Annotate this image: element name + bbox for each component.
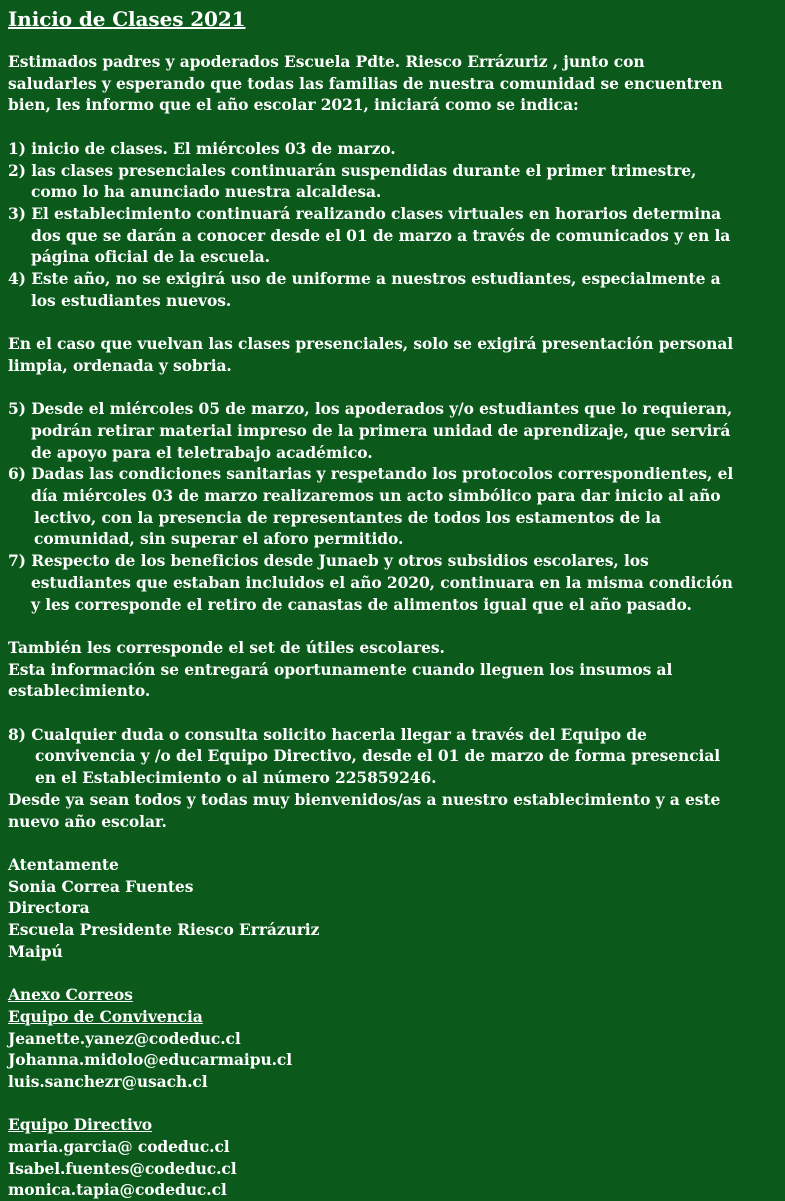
- text-line: Estimados padres y apoderados Escuela Pdte. Riesco Errázuriz , junto con: [8, 52, 645, 71]
- signature-name: Sonia Correa Fuentes: [8, 876, 194, 896]
- list-item-6: 6) Dadas las condiciones sanitarias y respetando los protocolos correspondientes, el: [8, 464, 734, 484]
- list-item-8: 8) Cualquier duda o consulta solicito hacerla llegar a través del Equipo de: [8, 724, 647, 744]
- signature-closing: Atentamente: [8, 854, 119, 874]
- email-convivencia-1: Jeanette.yanez@codeduc.cl: [8, 1028, 241, 1048]
- list-item-4-cont: los estudiantes nuevos.: [31, 290, 232, 310]
- signature-block: [8, 854, 777, 963]
- signature-role: Directora: [8, 898, 90, 918]
- numbered-list-1-4: [8, 138, 777, 312]
- text-line: Esta información se entregará oportunamente cuando lleguen los insumos al: [8, 659, 673, 679]
- presencial-paragraph: [8, 333, 777, 376]
- email-directivo-1: maria.garcia@ codeduc.cl: [8, 1137, 230, 1157]
- text-line: En el caso que vuelvan las clases presenciales, solo se exigirá presentación personal: [8, 334, 734, 354]
- signature-school: Escuela Presidente Riesco Errázuriz: [8, 920, 320, 940]
- convivencia-heading: Equipo de Convivencia: [8, 1006, 203, 1026]
- list-item-3: 3) El establecimiento continuará realizando clases virtuales en horarios determina: [8, 203, 722, 223]
- utiles-paragraph: [8, 637, 777, 702]
- list-item-6-cont: comunidad, sin superar el aforo permitido.: [34, 529, 404, 549]
- text-line: saludarles y esperando que todas las familias de nuestra comunidad se encuentren: [8, 73, 723, 93]
- text-line: bien, les informo que el año escolar 2021, iniciará como se indica:: [8, 95, 579, 115]
- list-item-3-cont: página oficial de la escuela.: [31, 247, 270, 267]
- annex-heading: Anexo Correos: [8, 985, 133, 1005]
- text-line: limpia, ordenada y sobria.: [8, 355, 232, 375]
- text-line: nuevo año escolar.: [8, 811, 167, 831]
- list-item-8-cont: en el Establecimiento o al número 225859246.: [35, 768, 437, 788]
- list-item-4: 4) Este año, no se exigirá uso de uniforme a nuestros estudiantes, especialmente a: [8, 269, 721, 289]
- list-item-7-cont: y les corresponde el retiro de canastas de alimentos igual que el año pasado.: [31, 594, 692, 614]
- list-item-2-cont: como lo ha anunciado nuestra alcaldesa.: [31, 182, 382, 202]
- signature-city: Maipú: [8, 941, 63, 961]
- list-item-7-cont: estudiantes que estaban incluidos el año 2020, continuara en la misma condición: [31, 572, 733, 592]
- list-item-5: 5) Desde el miércoles 05 de marzo, los apoderados y/o estudiantes que lo requieran,: [8, 399, 733, 419]
- text-line: establecimiento.: [8, 681, 151, 701]
- email-directivo-3: monica.tapia@codeduc.cl: [8, 1180, 227, 1200]
- numbered-list-5-7: [8, 398, 777, 615]
- email-convivencia-3: luis.sanchezr@usach.cl: [8, 1071, 208, 1091]
- list-item-6-cont: lectivo, con la presencia de representantes de todos los estamentos de la: [34, 507, 662, 527]
- email-directivo-2: Isabel.fuentes@codeduc.cl: [8, 1158, 237, 1178]
- directivo-heading: Equipo Directivo: [8, 1115, 152, 1135]
- email-convivencia-2: Johanna.midolo@educarmaipu.cl: [8, 1050, 293, 1070]
- list-item-2: 2) las clases presenciales continuarán suspendidas durante el primer trimestre,: [8, 160, 697, 180]
- intro-paragraph: [8, 51, 777, 116]
- list-item-6-cont: día miércoles 03 de marzo realizaremos un acto simbólico para dar inicio al año: [31, 486, 721, 506]
- numbered-list-8: [8, 724, 777, 789]
- page-title: Inicio de Clases 2021: [8, 7, 246, 31]
- list-item-1: 1) inicio de clases. El miércoles 03 de marzo.: [8, 138, 396, 158]
- list-item-5-cont: podrán retirar material impreso de la primera unidad de aprendizaje, que servirá: [31, 420, 731, 440]
- list-item-8-cont: convivencia y /o del Equipo Directivo, desde el 01 de marzo de forma presencial: [35, 746, 721, 766]
- list-item-7: 7) Respecto de los beneficios desde Junaeb y otros subsidios escolares, los: [8, 551, 649, 571]
- text-line: Desde ya sean todos y todas muy bienvenidos/as a nuestro establecimiento y a este: [8, 789, 721, 809]
- text-line: También les corresponde el set de útiles escolares.: [8, 637, 445, 657]
- list-item-3-cont: dos que se darán a conocer desde el 01 de marzo a través de comunicados y en la: [31, 225, 731, 245]
- welcome-paragraph: [8, 789, 777, 832]
- list-item-5-cont: de apoyo para el teletrabajo académico.: [31, 442, 373, 462]
- annex-emails: [8, 984, 777, 1201]
